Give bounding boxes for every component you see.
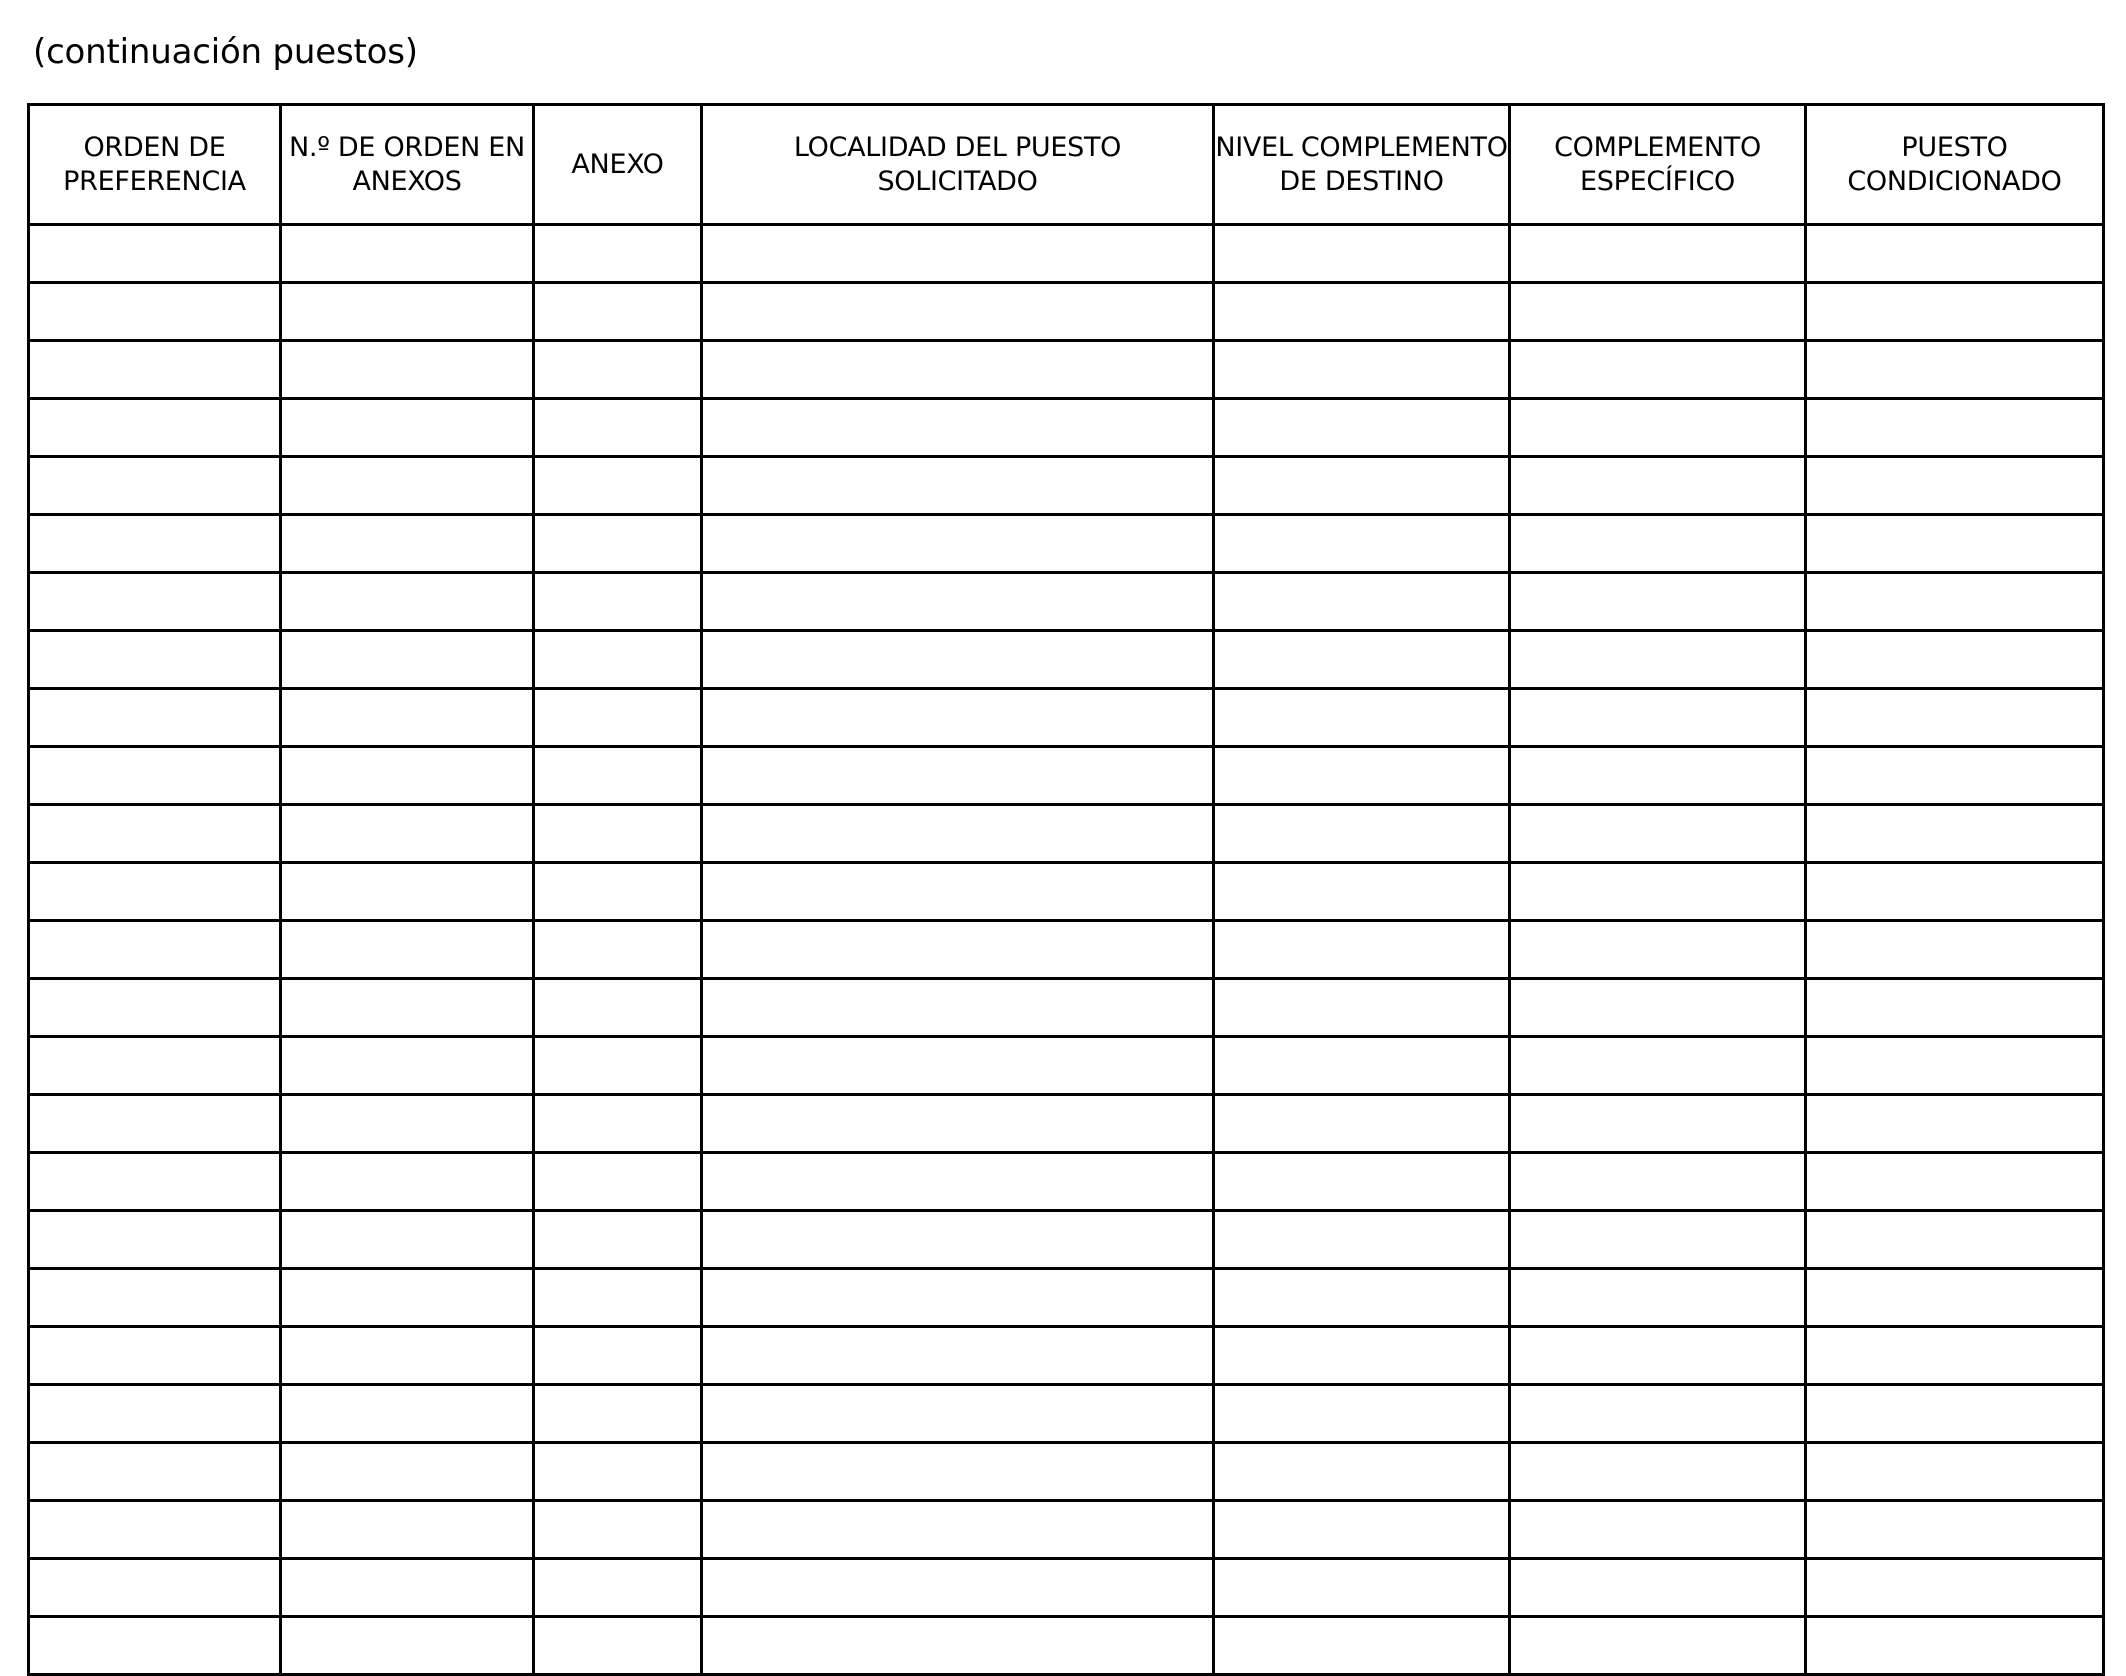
- table-cell-numero-orden-anexos[interactable]: [281, 1385, 534, 1443]
- table-header-row: [29, 105, 2104, 225]
- table-row: [29, 1095, 2104, 1153]
- table-cell-orden-preferencia[interactable]: [29, 1153, 281, 1211]
- table-cell-anexo[interactable]: [534, 1211, 702, 1269]
- table-cell-numero-orden-anexos[interactable]: [281, 921, 534, 979]
- table-cell-numero-orden-anexos[interactable]: [281, 1327, 534, 1385]
- table-cell-complemento-especifico[interactable]: [1510, 1095, 1806, 1153]
- table-cell-orden-preferencia[interactable]: [29, 1327, 281, 1385]
- table-cell-puesto-condicionado[interactable]: [1806, 921, 2104, 979]
- table-cell-nivel-complemento-destino[interactable]: [1214, 1269, 1510, 1327]
- table-cell-nivel-complemento-destino[interactable]: [1214, 689, 1510, 747]
- table-cell-nivel-complemento-destino[interactable]: [1214, 1443, 1510, 1501]
- page-caption: (continuación puestos): [33, 32, 418, 72]
- table-cell-numero-orden-anexos[interactable]: [281, 225, 534, 283]
- table-cell-anexo[interactable]: [534, 457, 702, 515]
- table-cell-localidad-puesto[interactable]: [702, 1443, 1214, 1501]
- table-row: [29, 863, 2104, 921]
- table-cell-complemento-especifico[interactable]: [1510, 1443, 1806, 1501]
- table-cell-complemento-especifico[interactable]: [1510, 457, 1806, 515]
- table-body: [29, 225, 2104, 1675]
- table-cell-anexo[interactable]: [534, 1501, 702, 1559]
- table-cell-complemento-especifico[interactable]: [1510, 979, 1806, 1037]
- table-cell-localidad-puesto[interactable]: [702, 1559, 1214, 1617]
- table-cell-anexo[interactable]: [534, 1327, 702, 1385]
- table-cell-anexo[interactable]: [534, 1617, 702, 1675]
- table-cell-nivel-complemento-destino[interactable]: [1214, 979, 1510, 1037]
- table-cell-anexo[interactable]: [534, 1385, 702, 1443]
- table-row: [29, 631, 2104, 689]
- table-cell-complemento-especifico[interactable]: [1510, 631, 1806, 689]
- table-cell-puesto-condicionado[interactable]: [1806, 399, 2104, 457]
- table-row: [29, 515, 2104, 573]
- header-numero-orden-anexos: N.º DE ORDEN EN ANEXOS: [281, 105, 534, 225]
- table-cell-orden-preferencia[interactable]: [29, 1617, 281, 1675]
- table-cell-puesto-condicionado[interactable]: [1806, 1095, 2104, 1153]
- table-cell-numero-orden-anexos[interactable]: [281, 1617, 534, 1675]
- table-cell-nivel-complemento-destino[interactable]: [1214, 1095, 1510, 1153]
- table-cell-numero-orden-anexos[interactable]: [281, 457, 534, 515]
- table-cell-nivel-complemento-destino[interactable]: [1214, 341, 1510, 399]
- table-cell-anexo[interactable]: [534, 573, 702, 631]
- table-cell-orden-preferencia[interactable]: [29, 805, 281, 863]
- table-cell-puesto-condicionado[interactable]: [1806, 1211, 2104, 1269]
- table-cell-anexo[interactable]: [534, 399, 702, 457]
- table-cell-puesto-condicionado[interactable]: [1806, 515, 2104, 573]
- table-cell-nivel-complemento-destino[interactable]: [1214, 1037, 1510, 1095]
- table-cell-localidad-puesto[interactable]: [702, 1327, 1214, 1385]
- table-cell-complemento-especifico[interactable]: [1510, 689, 1806, 747]
- table-cell-orden-preferencia[interactable]: [29, 283, 281, 341]
- table-cell-orden-preferencia[interactable]: [29, 921, 281, 979]
- table-row: [29, 1211, 2104, 1269]
- table-cell-anexo[interactable]: [534, 1095, 702, 1153]
- table-cell-complemento-especifico[interactable]: [1510, 805, 1806, 863]
- table-row: [29, 979, 2104, 1037]
- table-cell-numero-orden-anexos[interactable]: [281, 1211, 534, 1269]
- table-cell-numero-orden-anexos[interactable]: [281, 1443, 534, 1501]
- table-cell-numero-orden-anexos[interactable]: [281, 1559, 534, 1617]
- table-cell-numero-orden-anexos[interactable]: [281, 399, 534, 457]
- table-row: [29, 399, 2104, 457]
- table-cell-complemento-especifico[interactable]: [1510, 921, 1806, 979]
- table-cell-localidad-puesto[interactable]: [702, 1269, 1214, 1327]
- table-cell-orden-preferencia[interactable]: [29, 515, 281, 573]
- table-cell-complemento-especifico[interactable]: [1510, 225, 1806, 283]
- table-cell-complemento-especifico[interactable]: [1510, 1153, 1806, 1211]
- table-cell-nivel-complemento-destino[interactable]: [1214, 1501, 1510, 1559]
- header-complemento-especifico: COMPLEMENTO ESPECÍFICO: [1510, 105, 1806, 225]
- table-cell-orden-preferencia[interactable]: [29, 1501, 281, 1559]
- table-row: [29, 573, 2104, 631]
- table-cell-anexo[interactable]: [534, 1443, 702, 1501]
- table-cell-localidad-puesto[interactable]: [702, 341, 1214, 399]
- table-cell-numero-orden-anexos[interactable]: [281, 283, 534, 341]
- table-cell-anexo[interactable]: [534, 1559, 702, 1617]
- table-cell-numero-orden-anexos[interactable]: [281, 573, 534, 631]
- table-cell-localidad-puesto[interactable]: [702, 747, 1214, 805]
- table-cell-complemento-especifico[interactable]: [1510, 1385, 1806, 1443]
- table-cell-localidad-puesto[interactable]: [702, 1617, 1214, 1675]
- table-cell-orden-preferencia[interactable]: [29, 573, 281, 631]
- table-cell-nivel-complemento-destino[interactable]: [1214, 1385, 1510, 1443]
- table-cell-complemento-especifico[interactable]: [1510, 1269, 1806, 1327]
- table-cell-orden-preferencia[interactable]: [29, 1269, 281, 1327]
- table-cell-orden-preferencia[interactable]: [29, 863, 281, 921]
- table-cell-nivel-complemento-destino[interactable]: [1214, 1153, 1510, 1211]
- table-cell-anexo[interactable]: [534, 1153, 702, 1211]
- table-row: [29, 689, 2104, 747]
- table-cell-nivel-complemento-destino[interactable]: [1214, 863, 1510, 921]
- table-cell-complemento-especifico[interactable]: [1510, 1037, 1806, 1095]
- table-cell-nivel-complemento-destino[interactable]: [1214, 1327, 1510, 1385]
- table-cell-complemento-especifico[interactable]: [1510, 1559, 1806, 1617]
- table-cell-complemento-especifico[interactable]: [1510, 515, 1806, 573]
- table-cell-puesto-condicionado[interactable]: [1806, 283, 2104, 341]
- table-cell-complemento-especifico[interactable]: [1510, 1617, 1806, 1675]
- table-cell-nivel-complemento-destino[interactable]: [1214, 1211, 1510, 1269]
- table-cell-complemento-especifico[interactable]: [1510, 1501, 1806, 1559]
- table-cell-puesto-condicionado[interactable]: [1806, 457, 2104, 515]
- table-row: [29, 1501, 2104, 1559]
- table-cell-numero-orden-anexos[interactable]: [281, 863, 534, 921]
- table-cell-localidad-puesto[interactable]: [702, 689, 1214, 747]
- table-cell-complemento-especifico[interactable]: [1510, 1327, 1806, 1385]
- table-cell-nivel-complemento-destino[interactable]: [1214, 399, 1510, 457]
- table-cell-puesto-condicionado[interactable]: [1806, 631, 2104, 689]
- table-row: [29, 225, 2104, 283]
- table-cell-nivel-complemento-destino[interactable]: [1214, 225, 1510, 283]
- table-cell-puesto-condicionado[interactable]: [1806, 1559, 2104, 1617]
- table-cell-numero-orden-anexos[interactable]: [281, 979, 534, 1037]
- table-cell-nivel-complemento-destino[interactable]: [1214, 1559, 1510, 1617]
- table-cell-puesto-condicionado[interactable]: [1806, 1327, 2104, 1385]
- table-cell-localidad-puesto[interactable]: [702, 1211, 1214, 1269]
- table-row: [29, 805, 2104, 863]
- positions-table: [27, 103, 2105, 1676]
- table-cell-complemento-especifico[interactable]: [1510, 573, 1806, 631]
- table-cell-anexo[interactable]: [534, 921, 702, 979]
- header-localidad-puesto: LOCALIDAD DEL PUESTO SOLICITADO: [702, 105, 1214, 225]
- table-cell-orden-preferencia[interactable]: [29, 747, 281, 805]
- table-cell-puesto-condicionado[interactable]: [1806, 747, 2104, 805]
- table-cell-anexo[interactable]: [534, 805, 702, 863]
- table-cell-nivel-complemento-destino[interactable]: [1214, 747, 1510, 805]
- table-cell-localidad-puesto[interactable]: [702, 1153, 1214, 1211]
- table-cell-numero-orden-anexos[interactable]: [281, 631, 534, 689]
- table-cell-localidad-puesto[interactable]: [702, 631, 1214, 689]
- table-cell-puesto-condicionado[interactable]: [1806, 1269, 2104, 1327]
- table-cell-numero-orden-anexos[interactable]: [281, 1153, 534, 1211]
- table-row: [29, 1037, 2104, 1095]
- table-cell-puesto-condicionado[interactable]: [1806, 341, 2104, 399]
- table-cell-orden-preferencia[interactable]: [29, 1559, 281, 1617]
- header-anexo: ANEXO: [534, 105, 702, 225]
- table-cell-anexo[interactable]: [534, 979, 702, 1037]
- table-cell-localidad-puesto[interactable]: [702, 1501, 1214, 1559]
- table-cell-localidad-puesto[interactable]: [702, 863, 1214, 921]
- table-cell-orden-preferencia[interactable]: [29, 1211, 281, 1269]
- table-cell-localidad-puesto[interactable]: [702, 1385, 1214, 1443]
- table-cell-puesto-condicionado[interactable]: [1806, 1443, 2104, 1501]
- header-nivel-complemento-destino: NIVEL COMPLEMENTO DE DESTINO: [1214, 105, 1510, 225]
- table-cell-anexo[interactable]: [534, 515, 702, 573]
- table-cell-orden-preferencia[interactable]: [29, 1037, 281, 1095]
- table-cell-complemento-especifico[interactable]: [1510, 341, 1806, 399]
- table-cell-numero-orden-anexos[interactable]: [281, 1269, 534, 1327]
- table-cell-localidad-puesto[interactable]: [702, 457, 1214, 515]
- table-cell-nivel-complemento-destino[interactable]: [1214, 1617, 1510, 1675]
- table-cell-puesto-condicionado[interactable]: [1806, 1501, 2104, 1559]
- table-row: [29, 1385, 2104, 1443]
- table-cell-orden-preferencia[interactable]: [29, 689, 281, 747]
- table-cell-localidad-puesto[interactable]: [702, 979, 1214, 1037]
- table-cell-puesto-condicionado[interactable]: [1806, 1037, 2104, 1095]
- table-row: [29, 1153, 2104, 1211]
- table-cell-numero-orden-anexos[interactable]: [281, 747, 534, 805]
- table-cell-puesto-condicionado[interactable]: [1806, 1153, 2104, 1211]
- table-row: [29, 283, 2104, 341]
- table-cell-orden-preferencia[interactable]: [29, 225, 281, 283]
- table-row: [29, 1443, 2104, 1501]
- table-cell-orden-preferencia[interactable]: [29, 1385, 281, 1443]
- table-cell-puesto-condicionado[interactable]: [1806, 573, 2104, 631]
- table-cell-nivel-complemento-destino[interactable]: [1214, 805, 1510, 863]
- table-cell-puesto-condicionado[interactable]: [1806, 805, 2104, 863]
- table-cell-localidad-puesto[interactable]: [702, 399, 1214, 457]
- header-orden-preferencia: ORDEN DE PREFERENCIA: [29, 105, 281, 225]
- table-cell-localidad-puesto[interactable]: [702, 573, 1214, 631]
- table-cell-anexo[interactable]: [534, 283, 702, 341]
- table-cell-nivel-complemento-destino[interactable]: [1214, 457, 1510, 515]
- table-cell-localidad-puesto[interactable]: [702, 921, 1214, 979]
- table-cell-anexo[interactable]: [534, 863, 702, 921]
- table-cell-orden-preferencia[interactable]: [29, 341, 281, 399]
- table-cell-numero-orden-anexos[interactable]: [281, 1095, 534, 1153]
- table-cell-orden-preferencia[interactable]: [29, 1095, 281, 1153]
- table-cell-localidad-puesto[interactable]: [702, 225, 1214, 283]
- table-cell-anexo[interactable]: [534, 1269, 702, 1327]
- table-cell-anexo[interactable]: [534, 689, 702, 747]
- table-cell-localidad-puesto[interactable]: [702, 1037, 1214, 1095]
- table-cell-localidad-puesto[interactable]: [702, 1095, 1214, 1153]
- table-cell-anexo[interactable]: [534, 341, 702, 399]
- table-cell-localidad-puesto[interactable]: [702, 283, 1214, 341]
- table-row: [29, 1269, 2104, 1327]
- table-cell-numero-orden-anexos[interactable]: [281, 1501, 534, 1559]
- table-cell-nivel-complemento-destino[interactable]: [1214, 921, 1510, 979]
- table-cell-anexo[interactable]: [534, 631, 702, 689]
- table-cell-numero-orden-anexos[interactable]: [281, 341, 534, 399]
- table-cell-complemento-especifico[interactable]: [1510, 399, 1806, 457]
- table-cell-puesto-condicionado[interactable]: [1806, 979, 2104, 1037]
- table-cell-orden-preferencia[interactable]: [29, 1443, 281, 1501]
- table-cell-nivel-complemento-destino[interactable]: [1214, 515, 1510, 573]
- table-cell-localidad-puesto[interactable]: [702, 805, 1214, 863]
- table-cell-localidad-puesto[interactable]: [702, 515, 1214, 573]
- table-cell-numero-orden-anexos[interactable]: [281, 689, 534, 747]
- table-cell-orden-preferencia[interactable]: [29, 631, 281, 689]
- table-cell-puesto-condicionado[interactable]: [1806, 1617, 2104, 1675]
- table-cell-puesto-condicionado[interactable]: [1806, 863, 2104, 921]
- table-cell-complemento-especifico[interactable]: [1510, 1211, 1806, 1269]
- table-cell-nivel-complemento-destino[interactable]: [1214, 573, 1510, 631]
- table-row: [29, 1559, 2104, 1617]
- table-cell-anexo[interactable]: [534, 1037, 702, 1095]
- table-cell-orden-preferencia[interactable]: [29, 979, 281, 1037]
- table-row: [29, 747, 2104, 805]
- table-cell-anexo[interactable]: [534, 747, 702, 805]
- table-cell-numero-orden-anexos[interactable]: [281, 805, 534, 863]
- table-cell-nivel-complemento-destino[interactable]: [1214, 283, 1510, 341]
- table-cell-complemento-especifico[interactable]: [1510, 283, 1806, 341]
- table-cell-puesto-condicionado[interactable]: [1806, 689, 2104, 747]
- table-cell-anexo[interactable]: [534, 225, 702, 283]
- table-cell-numero-orden-anexos[interactable]: [281, 1037, 534, 1095]
- table-cell-numero-orden-anexos[interactable]: [281, 515, 534, 573]
- table-row: [29, 341, 2104, 399]
- table-row: [29, 921, 2104, 979]
- table-row: [29, 1327, 2104, 1385]
- table-row: [29, 457, 2104, 515]
- table-cell-puesto-condicionado[interactable]: [1806, 1385, 2104, 1443]
- table-cell-orden-preferencia[interactable]: [29, 457, 281, 515]
- header-puesto-condicionado: PUESTO CONDICIONADO: [1806, 105, 2104, 225]
- table-cell-complemento-especifico[interactable]: [1510, 863, 1806, 921]
- table-cell-nivel-complemento-destino[interactable]: [1214, 631, 1510, 689]
- table-cell-puesto-condicionado[interactable]: [1806, 225, 2104, 283]
- table-row: [29, 1617, 2104, 1675]
- table-cell-complemento-especifico[interactable]: [1510, 747, 1806, 805]
- table-cell-orden-preferencia[interactable]: [29, 399, 281, 457]
